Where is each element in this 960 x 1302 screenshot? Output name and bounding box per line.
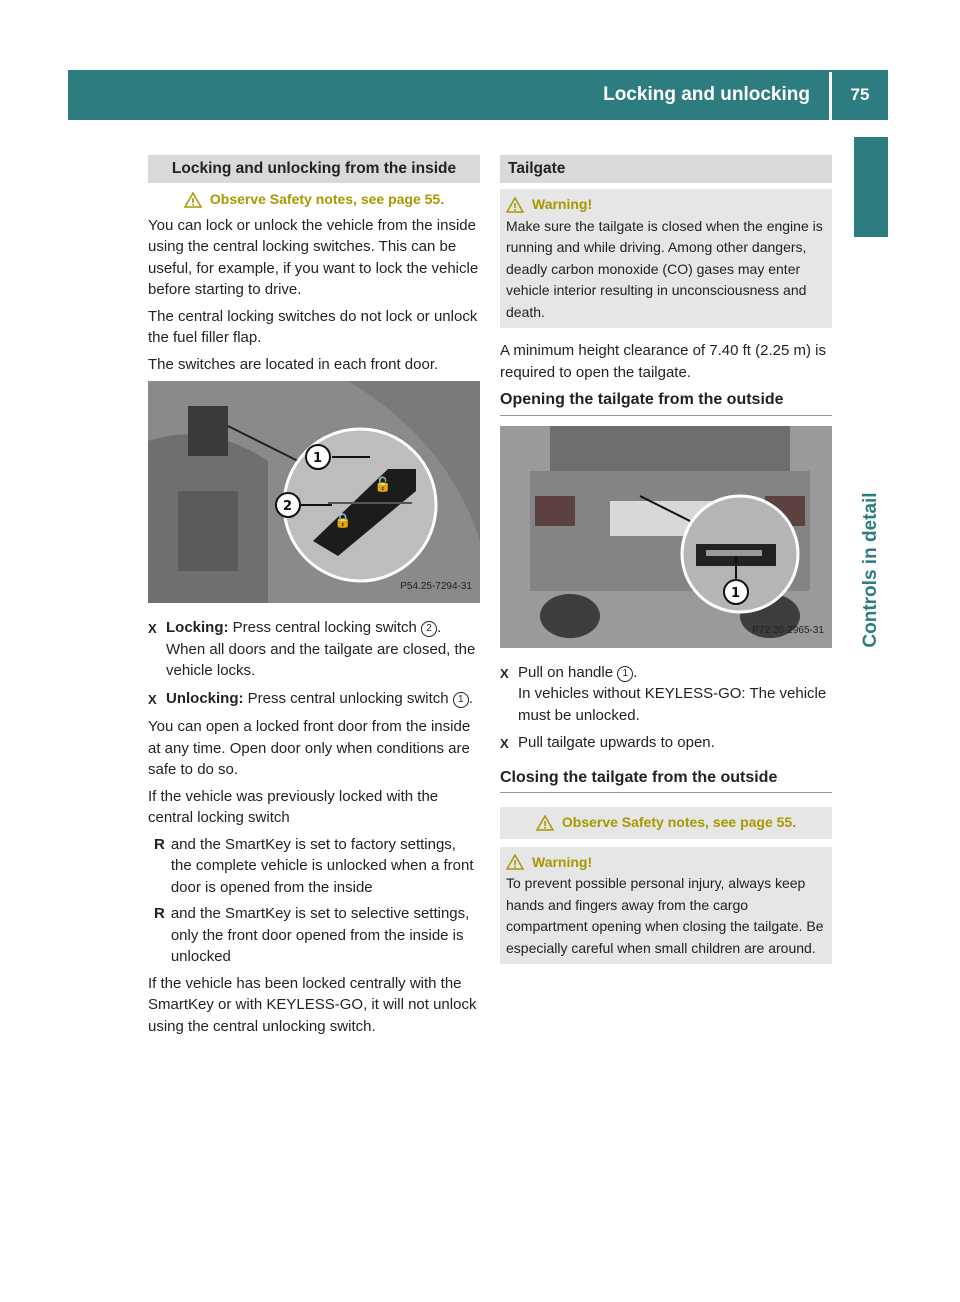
list-item bbox=[148, 834, 480, 899]
instruction-step bbox=[500, 662, 832, 727]
warning-triangle-icon bbox=[506, 854, 524, 870]
warning-text: Make sure the tailgate is closed when the engine is running and while driving. Among other dangers, deadly carbon monoxide (CO) gases may enter vehicle interior resulting in unconsciousness and death. bbox=[506, 217, 823, 320]
paragraph: The switches are located in each front door. bbox=[148, 355, 439, 373]
instruction-step bbox=[148, 688, 480, 711]
tailgate-illustration bbox=[500, 426, 832, 648]
step-arrow-icon: X bbox=[148, 621, 157, 636]
list-item-text: and the SmartKey is set to factory settings, the complete vehicle is unlocked when a front door is opened from the inside bbox=[170, 835, 474, 896]
left-column bbox=[148, 155, 480, 1042]
step-text: Pull on handle bbox=[518, 663, 618, 681]
paragraph: You can open a locked front door from the inside at any time. Open door only when conditions are safe to do so. bbox=[148, 718, 471, 778]
warning-triangle-icon bbox=[506, 197, 524, 213]
instruction-step bbox=[500, 732, 832, 755]
bullet-icon: R bbox=[154, 905, 165, 922]
callout-2: 2 bbox=[283, 499, 293, 514]
safety-note-box bbox=[500, 807, 832, 839]
bullet-icon: R bbox=[154, 835, 165, 853]
callout-ref: 1 bbox=[453, 692, 469, 708]
step-text: . bbox=[633, 663, 638, 681]
step-text: Press central locking switch bbox=[228, 619, 422, 636]
safety-note-text: Observe Safety notes, see page 55. bbox=[561, 814, 797, 830]
svg-text:🔒: 🔒 bbox=[334, 513, 352, 529]
subsection-heading: Closing the tailgate from the outside bbox=[500, 767, 832, 794]
warning-title-text: Warning! bbox=[532, 853, 593, 870]
step-text: Pull tailgate upwards to open. bbox=[518, 734, 715, 751]
warning-box bbox=[500, 847, 832, 965]
figure-caption: P72.20-2965-31 bbox=[752, 625, 824, 636]
side-tab-label: Controls in detail bbox=[860, 492, 881, 648]
side-tab-marker bbox=[854, 137, 888, 237]
section-heading: Locking and unlocking from the inside bbox=[148, 155, 480, 183]
warning-triangle-icon bbox=[536, 815, 554, 831]
safety-note bbox=[148, 189, 480, 211]
side-tab bbox=[854, 420, 888, 720]
list-item-text: and the SmartKey is set to selective settings, only the front door opened from the inside is unlocked bbox=[170, 905, 470, 965]
step-text: In vehicles without KEYLESS-GO: The vehicle must be unlocked. bbox=[518, 685, 827, 724]
step-text: Press central unlocking switch bbox=[243, 689, 453, 707]
paragraph: If the vehicle has been locked centrally with the SmartKey or with KEYLESS-GO, it will not unlock using the central unlocking switch. bbox=[148, 974, 477, 1035]
safety-note bbox=[506, 812, 826, 834]
step-text: . When all doors and the tailgate are closed, the vehicle locks. bbox=[166, 619, 476, 679]
warning-title bbox=[506, 194, 826, 216]
paragraph: A minimum height clearance of 7.40 ft (2.25 m) is required to open the tailgate. bbox=[500, 342, 826, 381]
step-arrow-icon: X bbox=[500, 665, 509, 681]
subsection-heading: Opening the tailgate from the outside bbox=[500, 389, 832, 416]
instruction-step bbox=[148, 617, 480, 682]
warning-text: To prevent possible personal injury, always keep hands and fingers away from the cargo compartment opening when closing the tailgate. Be especially careful when small children are around. bbox=[506, 875, 824, 956]
svg-text:🔓: 🔓 bbox=[374, 477, 392, 493]
warning-box bbox=[500, 189, 832, 328]
door-switch-figure bbox=[148, 381, 480, 603]
callout-1: 1 bbox=[313, 451, 323, 466]
figure-caption: P54.25-7294-31 bbox=[400, 580, 472, 592]
warning-title-text: Warning! bbox=[532, 196, 593, 212]
page-number: 75 bbox=[850, 85, 870, 104]
right-column bbox=[500, 155, 832, 972]
step-arrow-icon: X bbox=[148, 691, 157, 707]
paragraph: The central locking switches do not lock or unlock the fuel filler flap. bbox=[148, 307, 478, 346]
page-title: Locking and unlocking bbox=[603, 84, 810, 105]
door-switch-illustration bbox=[148, 381, 480, 603]
warning-title bbox=[506, 852, 826, 874]
step-arrow-icon: X bbox=[500, 736, 509, 751]
paragraph: You can lock or unlock the vehicle from the inside using the central locking switches. This can be useful, for example, if you want to lock the vehicle before starting to drive. bbox=[148, 216, 479, 298]
warning-triangle-icon bbox=[184, 192, 202, 208]
step-text: . bbox=[468, 689, 473, 707]
step-label: Locking: bbox=[166, 619, 229, 636]
step-label: Unlocking: bbox=[166, 689, 244, 707]
tailgate-figure bbox=[500, 426, 832, 648]
list-item bbox=[148, 903, 480, 968]
safety-note-text: Observe Safety notes, see page 55. bbox=[209, 191, 445, 207]
section-heading: Tailgate bbox=[500, 155, 832, 183]
callout-ref: 2 bbox=[421, 621, 437, 637]
callout-1: 1 bbox=[731, 585, 741, 601]
callout-ref: 1 bbox=[617, 666, 633, 682]
paragraph: If the vehicle was previously locked with the central locking switch bbox=[148, 787, 439, 826]
